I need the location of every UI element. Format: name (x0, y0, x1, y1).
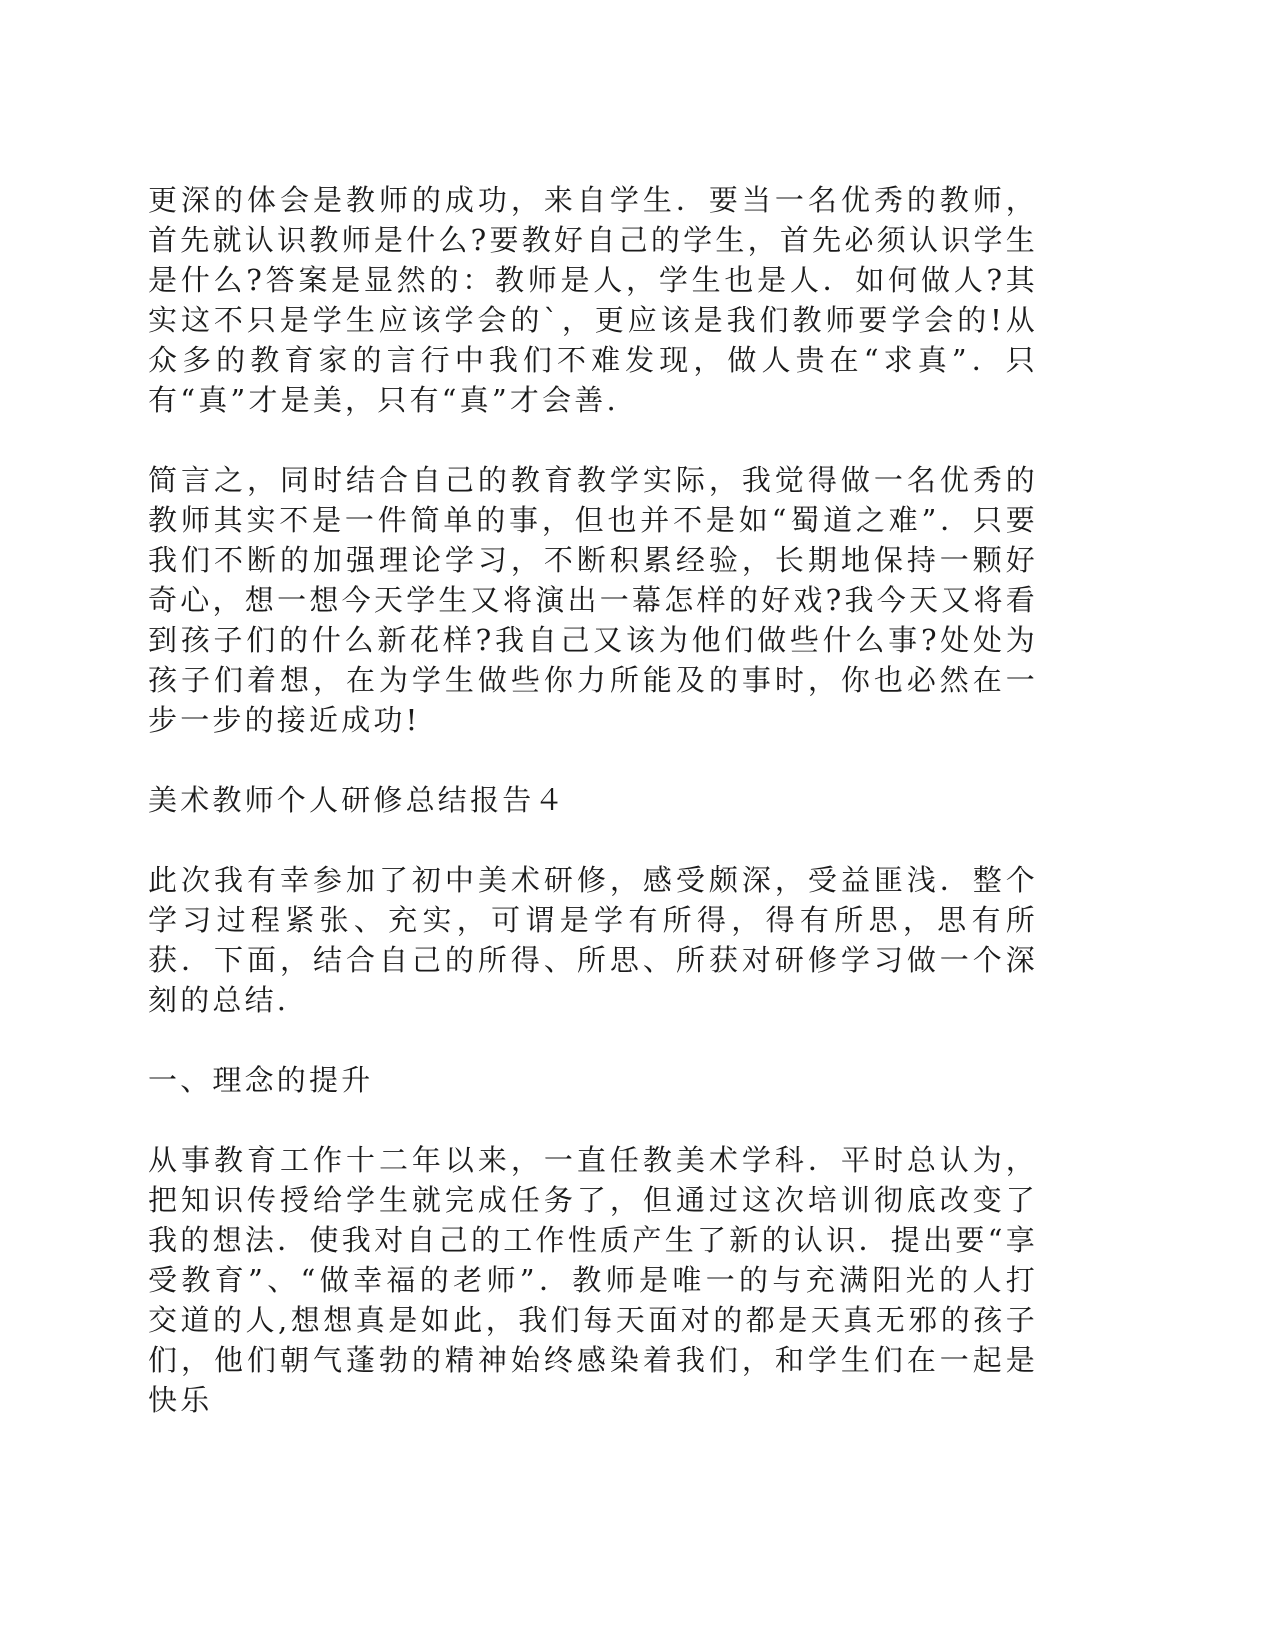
paragraph-teacher-success: 更深的体会是教师的成功，来自学生．要当一名优秀的教师，首先就认识教师是什么?要教好自己的学生，首先必须认识学生是什么?答案是显然的：教师是人，学生也是人．如何做人?其实这不只是学生应该学会的`，更应该是我们教师要学会的!从众多的教育家的言行中我们不难发现，做人贵在“求真”．只有“真”才是美，只有“真”才会善. (148, 183, 1038, 417)
document-page (148, 180, 1038, 1460)
paragraph-concept: 从事教育工作十二年以来，一直任教美术学科．平时总认为，把知识传授给学生就完成任务了，但通过这次培训彻底改变了我的想法．使我对自己的工作性质产生了新的认识．提出要“享受教育”、“做幸福的老师”．教师是唯一的与充满阳光的人打交道的人,想想真是如此，我们每天面对的都是天真无邪的孩子们，他们朝气蓬勃的精神始终感染着我们，和学生们在一起是快乐 (148, 1143, 1038, 1417)
section-title-concept: 一、理念的提升 (148, 1063, 374, 1097)
paragraph-intro: 此次我有幸参加了初中美术研修，感受颇深，受益匪浅．整个学习过程紧张、充实，可谓是学有所得，得有所思，思有所获．下面，结合自己的所得、所思、所获对研修学习做一个深刻的总结. (148, 863, 1038, 1017)
paragraph-summary: 简言之，同时结合自己的教育教学实际，我觉得做一名优秀的教师其实不是一件简单的事，但也并不是如“蜀道之难”．只要我们不断的加强理论学习，不断积累经验，长期地保持一颗好奇心，想一想今天学生又将演出一幕怎样的好戏?我今天又将看到孩子们的什么新花样?我自己又该为他们做些什么事?处处为孩子们着想，在为学生做些你力所能及的事时，你也必然在一步一步的接近成功! (148, 463, 1038, 737)
section-title-report-4: 美术教师个人研修总结报告４ (148, 783, 567, 817)
